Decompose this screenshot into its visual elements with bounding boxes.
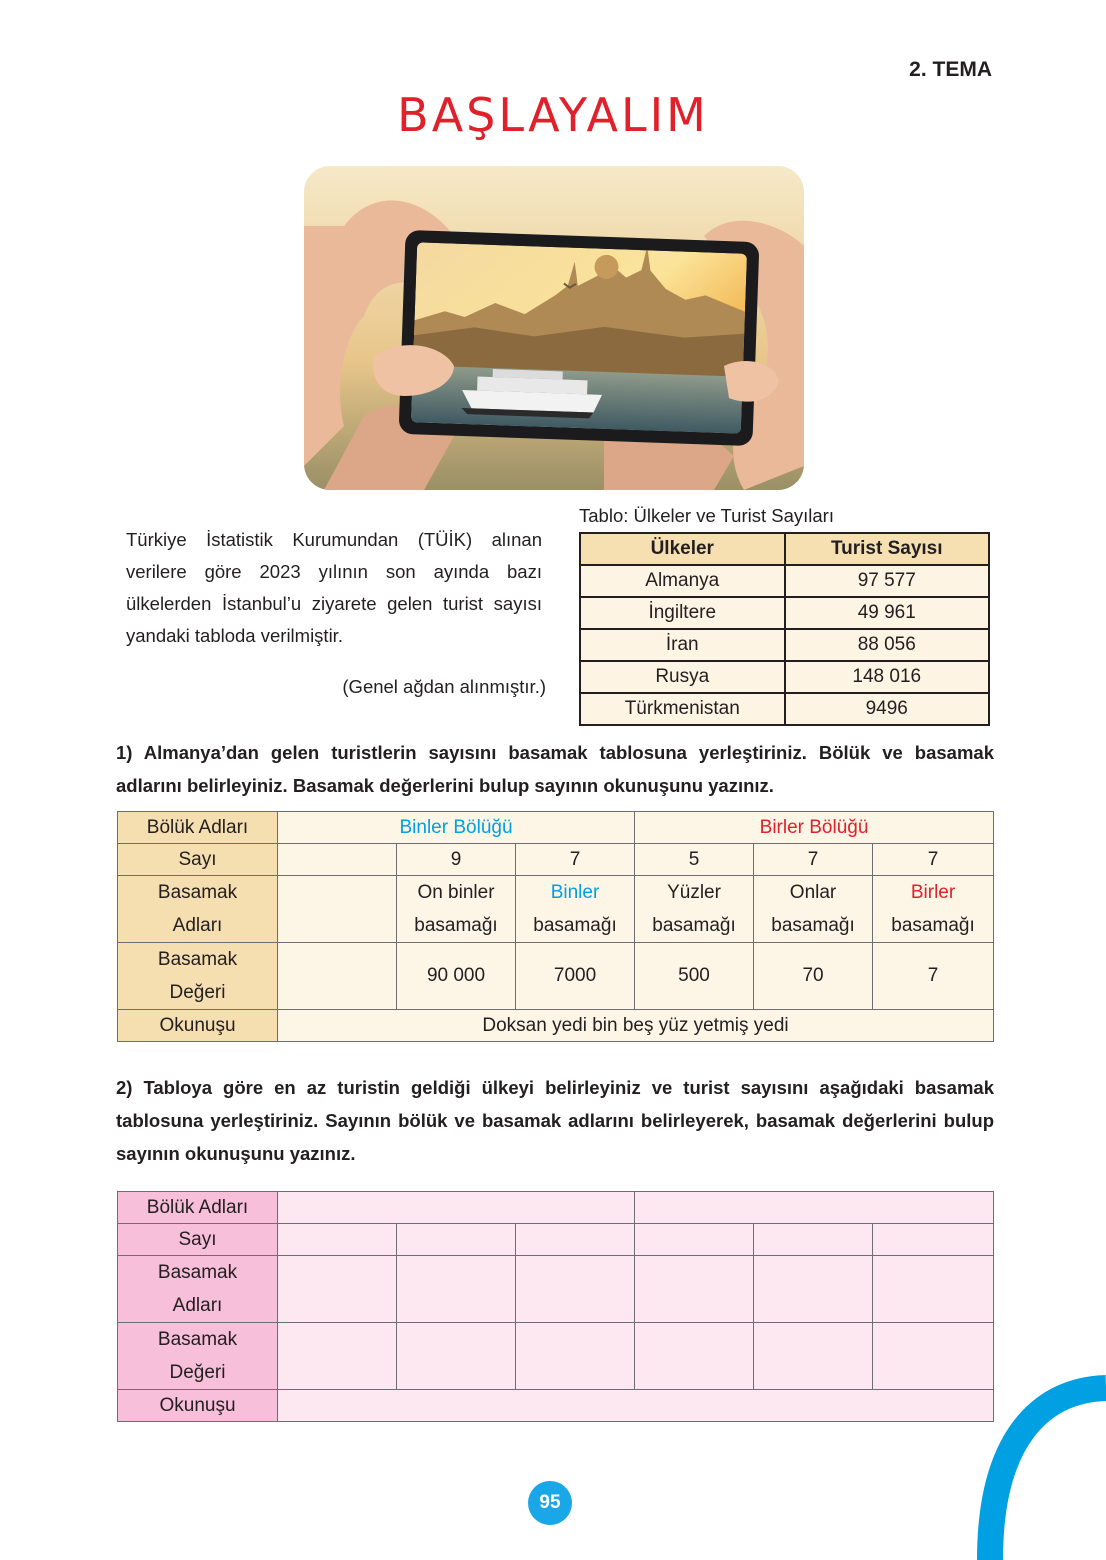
- place-name-cell: [397, 876, 516, 943]
- answer-cell[interactable]: [278, 1192, 635, 1224]
- empty-cell: [278, 876, 397, 943]
- label-line: Değeri: [169, 1362, 226, 1383]
- answer-cell[interactable]: [397, 1323, 516, 1390]
- group-row: [118, 1192, 994, 1224]
- row-label-place-values: [118, 1323, 278, 1390]
- row-label-place-names: [118, 876, 278, 943]
- answer-cell[interactable]: [278, 1224, 397, 1256]
- page-title: BAŞLAYALIM: [397, 88, 709, 142]
- digit-cell: 9: [397, 844, 516, 876]
- count-cell: 97 577: [785, 565, 990, 597]
- row-label-reading: Okunuşu: [118, 1010, 278, 1042]
- place-value-row: [118, 1323, 994, 1390]
- photo-illustration: [304, 166, 804, 490]
- row-label-reading: Okunuşu: [118, 1390, 278, 1422]
- row-label-place-names: [118, 1256, 278, 1323]
- label-line: Adları: [172, 915, 223, 936]
- reading-row: [118, 1390, 994, 1422]
- answer-cell[interactable]: [754, 1224, 873, 1256]
- answer-cell[interactable]: [635, 1256, 754, 1323]
- answer-cell[interactable]: [278, 1390, 994, 1422]
- answer-cell[interactable]: [635, 1224, 754, 1256]
- place-name-cell: [635, 876, 754, 943]
- value-cell: 500: [635, 943, 754, 1010]
- digit-cell: 7: [516, 844, 635, 876]
- answer-cell[interactable]: [754, 1256, 873, 1323]
- place-value-row: [118, 943, 994, 1010]
- empty-cell: [278, 844, 397, 876]
- intro-paragraph: Türkiye İstatistik Kurumundan (TÜİK) alınan verilere göre 2023 yılının son ayında bazı ülkelerden İstanbul’u ziyarete gelen turist sayısı yandaki tabloda verilmiştir.: [126, 529, 542, 646]
- page-number: 95: [528, 1481, 572, 1525]
- count-cell: 148 016: [785, 661, 990, 693]
- answer-cell[interactable]: [635, 1323, 754, 1390]
- value-cell: 7000: [516, 943, 635, 1010]
- question-1: 1) Almanya’dan gelen turistlerin sayısını basamak tablosuna yerleştiriniz. Bölük ve basamak adlarını belirleyiniz. Basamak değerlerini bulup sayının okunuşunu yazınız.: [116, 742, 994, 796]
- answer-cell[interactable]: [278, 1323, 397, 1390]
- table-row: [580, 661, 989, 693]
- value-cell: 90 000: [397, 943, 516, 1010]
- country-cell: Türkmenistan: [580, 693, 785, 725]
- count-cell: 88 056: [785, 629, 990, 661]
- group-row: [118, 812, 994, 844]
- value-cell: 70: [754, 943, 873, 1010]
- place-suffix: basamağı: [652, 915, 736, 936]
- empty-cell: [278, 943, 397, 1010]
- istanbul-photo: [304, 166, 804, 490]
- place-value-table-filled: [117, 811, 994, 1042]
- place-name: Onlar: [789, 882, 837, 903]
- answer-cell[interactable]: [635, 1192, 994, 1224]
- place-name: Binler: [550, 882, 600, 903]
- answer-cell[interactable]: [754, 1323, 873, 1390]
- place-name-row: [118, 876, 994, 943]
- column-header-country: Ülkeler: [580, 533, 785, 565]
- place-name-cell: [516, 876, 635, 943]
- answer-cell[interactable]: [397, 1224, 516, 1256]
- table-row: [580, 565, 989, 597]
- value-cell: 7: [873, 943, 994, 1010]
- answer-cell[interactable]: [516, 1224, 635, 1256]
- answer-cell[interactable]: [516, 1256, 635, 1323]
- country-cell: Almanya: [580, 565, 785, 597]
- country-cell: İngiltere: [580, 597, 785, 629]
- row-label-groups: Bölük Adları: [118, 1192, 278, 1224]
- label-line: Basamak: [157, 949, 238, 970]
- place-name-row: [118, 1256, 994, 1323]
- label-line: Değeri: [169, 982, 226, 1003]
- reading-row: [118, 1010, 994, 1042]
- table-header-row: [580, 533, 989, 565]
- place-name: Yüzler: [667, 882, 721, 903]
- table-row: [580, 629, 989, 661]
- row-label-groups: Bölük Adları: [118, 812, 278, 844]
- source-note: (Genel ağdan alınmıştır.): [342, 676, 546, 697]
- place-value-table-empty: [117, 1191, 994, 1422]
- question-2: 2) Tabloya göre en az turistin geldiği ülkeyi belirleyiniz ve turist sayısını aşağıdaki basamak tablosuna yerleştiriniz. Sayının bölük ve basamak adlarını belirleyerek, basamak değerlerini bulup sayının okunuşunu yazınız.: [116, 1077, 994, 1164]
- label-line: Adları: [172, 1295, 223, 1316]
- digit-cell: 7: [873, 844, 994, 876]
- answer-cell[interactable]: [278, 1256, 397, 1323]
- place-suffix: basamağı: [414, 915, 498, 936]
- group-thousands: Binler Bölüğü: [278, 812, 635, 844]
- count-cell: 49 961: [785, 597, 990, 629]
- place-suffix: basamağı: [771, 915, 855, 936]
- row-label-place-values: [118, 943, 278, 1010]
- row-label-number: Sayı: [118, 1224, 278, 1256]
- place-suffix: basamağı: [533, 915, 617, 936]
- reading-cell: Doksan yedi bin beş yüz yetmiş yedi: [278, 1010, 994, 1042]
- answer-cell[interactable]: [516, 1323, 635, 1390]
- place-suffix: basamağı: [891, 915, 975, 936]
- country-cell: İran: [580, 629, 785, 661]
- digit-cell: 7: [754, 844, 873, 876]
- place-name: Birler: [910, 882, 956, 903]
- tourist-table: [579, 532, 990, 726]
- table-row: [580, 693, 989, 725]
- answer-cell[interactable]: [873, 1256, 994, 1323]
- label-line: Basamak: [157, 1262, 238, 1283]
- column-header-tourist-count: Turist Sayısı: [785, 533, 990, 565]
- count-cell: 9496: [785, 693, 990, 725]
- label-line: Basamak: [157, 882, 238, 903]
- place-name-cell: [873, 876, 994, 943]
- row-label-number: Sayı: [118, 844, 278, 876]
- country-cell: Rusya: [580, 661, 785, 693]
- theme-label: 2. TEMA: [909, 58, 992, 81]
- group-ones: Birler Bölüğü: [635, 812, 994, 844]
- answer-cell[interactable]: [397, 1256, 516, 1323]
- label-line: Basamak: [157, 1329, 238, 1350]
- digit-row: [118, 844, 994, 876]
- decorative-arc: [930, 1330, 1106, 1560]
- table-row: [580, 597, 989, 629]
- table-caption: Tablo: Ülkeler ve Turist Sayıları: [579, 505, 834, 526]
- place-name: On binler: [417, 882, 495, 903]
- place-name-cell: [754, 876, 873, 943]
- answer-cell[interactable]: [873, 1224, 994, 1256]
- digit-cell: 5: [635, 844, 754, 876]
- digit-row: [118, 1224, 994, 1256]
